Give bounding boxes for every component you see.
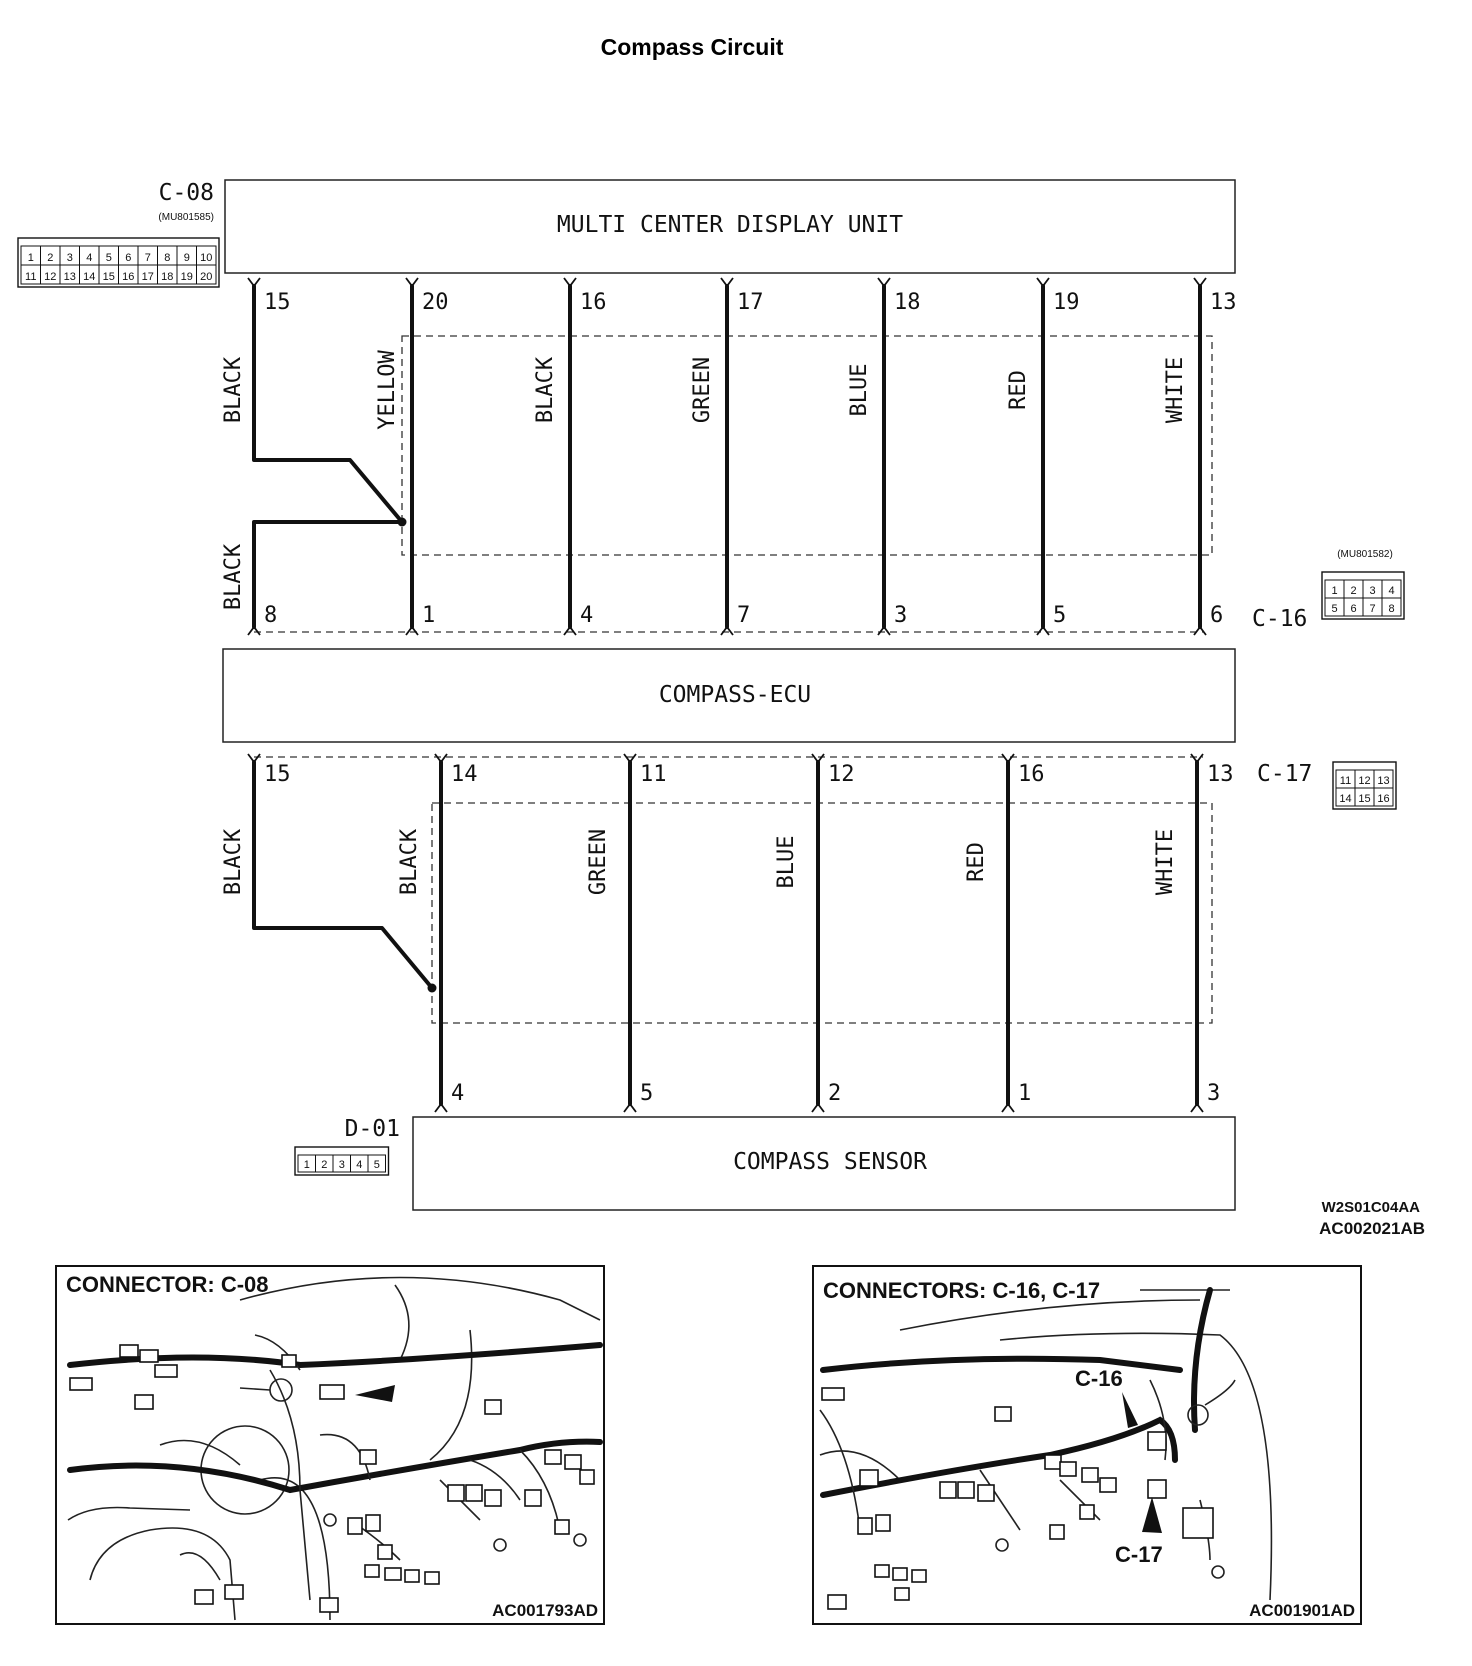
connector-pin-number: 2 bbox=[321, 1159, 328, 1171]
ref-code-2: AC002021AB bbox=[1319, 1219, 1425, 1238]
c17-id: C-17 bbox=[1257, 761, 1313, 787]
c16-part: (MU801582) bbox=[1337, 549, 1393, 560]
connector-pin-number: 7 bbox=[1369, 603, 1376, 615]
pin-marker bbox=[1002, 754, 1014, 762]
connector-pin-number: 16 bbox=[1377, 793, 1390, 805]
pin-marker bbox=[878, 278, 890, 286]
panel-c08 bbox=[56, 1266, 604, 1624]
pin-label-top: 15 bbox=[264, 762, 291, 787]
upper-wires bbox=[254, 286, 1200, 627]
page-title: Compass Circuit bbox=[600, 34, 784, 60]
c16-id: C-16 bbox=[1252, 606, 1308, 632]
pin-marker bbox=[406, 278, 418, 286]
pin-marker bbox=[878, 627, 890, 635]
pin-label-bottom: 5 bbox=[640, 1081, 654, 1106]
pin-label-bottom: 4 bbox=[451, 1081, 465, 1106]
pin-marker bbox=[812, 1104, 824, 1112]
connector-pin-number: 1 bbox=[303, 1159, 310, 1171]
connector-pin-number: 12 bbox=[44, 271, 57, 283]
wire-color-label: BLACK bbox=[221, 356, 246, 424]
pin-marker bbox=[1191, 1104, 1203, 1112]
d01-id: D-01 bbox=[344, 1116, 400, 1142]
c17-face bbox=[1333, 762, 1396, 809]
wire-color-label: BLACK bbox=[221, 828, 246, 896]
connector-pin-number: 6 bbox=[1350, 603, 1357, 615]
pin-label-bottom: 3 bbox=[1207, 1081, 1221, 1106]
connector-pin-number: 20 bbox=[200, 271, 213, 283]
connector-pin-number: 10 bbox=[200, 252, 213, 264]
pin-label-bottom: 2 bbox=[828, 1081, 842, 1106]
pin-marker bbox=[248, 278, 260, 286]
wire-color-label: BLACK bbox=[397, 828, 422, 896]
wire-color-label: YELLOW bbox=[375, 350, 400, 430]
pin-label-top: 14 bbox=[451, 762, 478, 787]
pin-marker bbox=[624, 754, 636, 762]
wire-color-label: GREEN bbox=[586, 828, 611, 896]
display-unit-label: MULTI CENTER DISPLAY UNIT bbox=[556, 212, 904, 238]
pin-label-bottom: 8 bbox=[264, 603, 278, 628]
wire-color-label: RED bbox=[1006, 370, 1031, 410]
wire-color-label: GREEN bbox=[690, 356, 715, 424]
pin-marker bbox=[564, 627, 576, 635]
pin-marker bbox=[1037, 278, 1049, 286]
ref-code-1: W2S01C04AA bbox=[1321, 1199, 1420, 1216]
pin-marker bbox=[721, 278, 733, 286]
connector-pin-number: 15 bbox=[102, 271, 115, 283]
connector-pin-number: 4 bbox=[1388, 585, 1395, 597]
connector-pin-number: 1 bbox=[27, 252, 34, 264]
connector-pin-number: 3 bbox=[338, 1159, 345, 1171]
connector-pin-number: 8 bbox=[1388, 603, 1395, 615]
upper-shield bbox=[402, 336, 1212, 555]
pin-label-top: 18 bbox=[894, 290, 921, 315]
panel-c16-c17 bbox=[813, 1266, 1361, 1624]
connector-pin-number: 13 bbox=[1377, 775, 1390, 787]
wire-color-label: BLACK bbox=[533, 356, 558, 424]
pin-label-bottom: 1 bbox=[1018, 1081, 1032, 1106]
callout-c16: C-16 bbox=[1075, 1366, 1123, 1391]
connector-pin-number: 8 bbox=[164, 252, 171, 264]
pin-label-top: 12 bbox=[828, 762, 855, 787]
pin-label-bottom: 3 bbox=[894, 603, 908, 628]
pin-marker bbox=[248, 627, 260, 635]
connector-pin-number: 4 bbox=[86, 252, 93, 264]
splice-upper bbox=[398, 518, 407, 527]
pin-label-top: 13 bbox=[1207, 762, 1234, 787]
pin-label-top: 15 bbox=[264, 290, 291, 315]
connector-pin-number: 5 bbox=[105, 252, 112, 264]
pin-marker bbox=[721, 627, 733, 635]
connector-pin-number: 3 bbox=[66, 252, 73, 264]
connector-pin-number: 11 bbox=[1339, 775, 1352, 787]
panel-c16-code: AC001901AD bbox=[1249, 1601, 1355, 1620]
pin-label-top: 16 bbox=[1018, 762, 1045, 787]
c08-id: C-08 bbox=[158, 180, 214, 206]
panel-c16-title: CONNECTORS: C-16, C-17 bbox=[823, 1278, 1101, 1303]
pin-marker bbox=[1002, 1104, 1014, 1112]
pin-label-top: 19 bbox=[1053, 290, 1080, 315]
connector-pin-number: 17 bbox=[141, 271, 154, 283]
pin-marker bbox=[248, 754, 260, 762]
pin-marker bbox=[1191, 754, 1203, 762]
lower-wires bbox=[254, 762, 1197, 1104]
pin-label-bottom: 4 bbox=[580, 603, 594, 628]
connector-pin-number: 13 bbox=[63, 271, 76, 283]
pin-label-bottom: 6 bbox=[1210, 603, 1224, 628]
connector-pin-number: 6 bbox=[125, 252, 132, 264]
connector-pin-number: 4 bbox=[356, 1159, 363, 1171]
c16-face bbox=[1322, 572, 1404, 619]
pin-label-top: 11 bbox=[640, 762, 667, 787]
connector-pin-number: 14 bbox=[83, 271, 96, 283]
pin-marker bbox=[435, 754, 447, 762]
connector-pin-number: 5 bbox=[373, 1159, 380, 1171]
connector-pin-number: 11 bbox=[25, 271, 37, 283]
panel-c08-title: CONNECTOR: C-08 bbox=[66, 1272, 269, 1297]
pin-label-top: 20 bbox=[422, 290, 449, 315]
wire-color-label: RED bbox=[964, 842, 989, 882]
connector-pin-number: 7 bbox=[144, 252, 151, 264]
panel-c08-code: AC001793AD bbox=[492, 1601, 598, 1620]
callout-c17: C-17 bbox=[1115, 1542, 1163, 1567]
wire-color-label: BLUE bbox=[847, 363, 872, 417]
pin-marker bbox=[1194, 278, 1206, 286]
connector-pin-number: 2 bbox=[1350, 585, 1357, 597]
pin-marker bbox=[812, 754, 824, 762]
pin-label-bottom: 7 bbox=[737, 603, 751, 628]
connector-pin-number: 2 bbox=[47, 252, 54, 264]
connector-pin-number: 12 bbox=[1358, 775, 1371, 787]
connector-pin-number: 18 bbox=[161, 271, 174, 283]
pin-label-bottom: 1 bbox=[422, 603, 436, 628]
c08-part: (MU801585) bbox=[158, 212, 214, 223]
pin-label-top: 16 bbox=[580, 290, 607, 315]
pin-label-top: 13 bbox=[1210, 290, 1237, 315]
wire-color-label: BLUE bbox=[774, 835, 799, 889]
ecu-label: COMPASS-ECU bbox=[658, 682, 812, 708]
wire-color-label: WHITE bbox=[1153, 828, 1178, 896]
connector-pin-number: 5 bbox=[1331, 603, 1338, 615]
wire-color-label: BLACK bbox=[221, 543, 246, 611]
pin-marker bbox=[564, 278, 576, 286]
pin-marker bbox=[1194, 627, 1206, 635]
connector-pin-number: 16 bbox=[122, 271, 135, 283]
pin-marker bbox=[1037, 627, 1049, 635]
pin-marker bbox=[624, 1104, 636, 1112]
connector-pin-number: 14 bbox=[1339, 793, 1352, 805]
wire-color-label: WHITE bbox=[1163, 356, 1188, 424]
connector-pin-number: 15 bbox=[1358, 793, 1371, 805]
c08-face bbox=[18, 238, 219, 287]
pin-marker bbox=[435, 1104, 447, 1112]
splice-lower bbox=[428, 984, 437, 993]
sensor-label: COMPASS SENSOR bbox=[733, 1149, 927, 1175]
pin-marker bbox=[406, 627, 418, 635]
connector-pin-number: 9 bbox=[183, 252, 190, 264]
lower-shield bbox=[432, 803, 1212, 1023]
connector-pin-number: 3 bbox=[1369, 585, 1376, 597]
pin-label-top: 17 bbox=[737, 290, 764, 315]
pin-label-bottom: 5 bbox=[1053, 603, 1067, 628]
d01-face bbox=[295, 1147, 389, 1175]
connector-pin-number: 19 bbox=[180, 271, 193, 283]
connector-pin-number: 1 bbox=[1331, 585, 1338, 597]
